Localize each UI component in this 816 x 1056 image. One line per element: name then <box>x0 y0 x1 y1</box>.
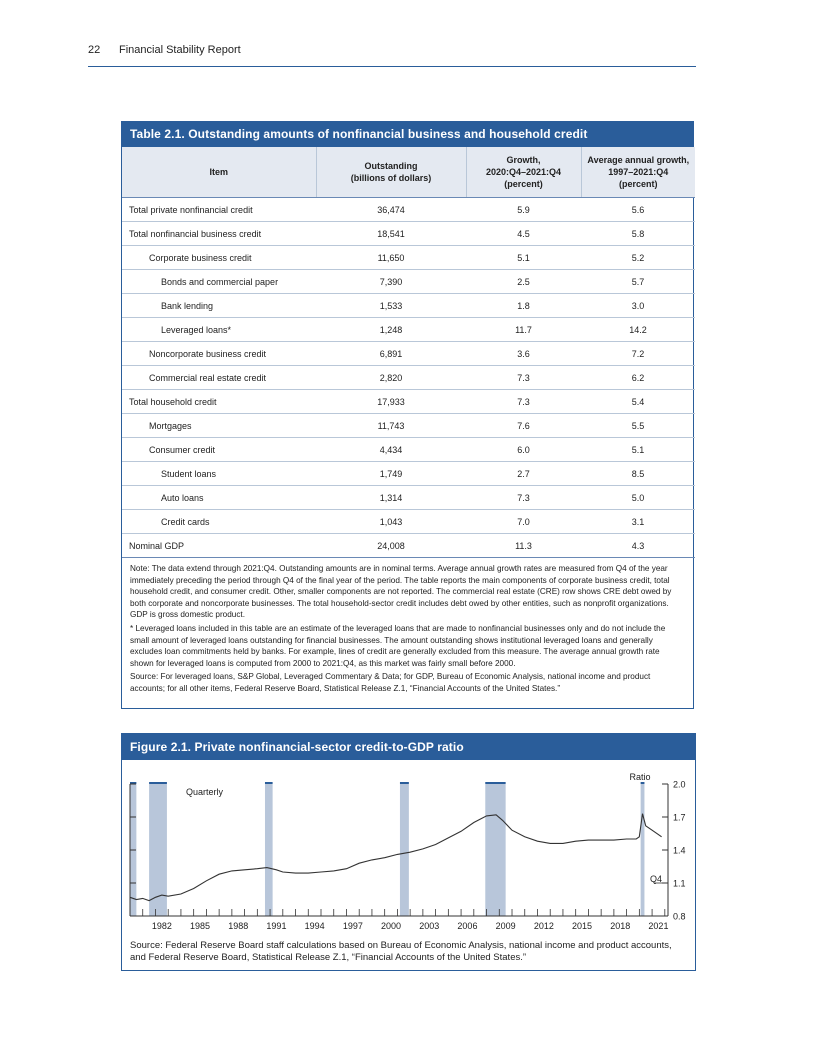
table-notes <box>122 558 693 695</box>
table-row <box>122 414 695 438</box>
table-2-1 <box>121 121 694 709</box>
table-row <box>122 198 695 222</box>
cell-growth: 5.9 <box>466 198 581 222</box>
x-tick-label: 2021 <box>648 921 669 931</box>
y-tick-label: 1.4 <box>673 845 686 856</box>
cell-outstanding: 17,933 <box>316 390 466 414</box>
cell-item: Auto loans <box>122 486 316 510</box>
cell-outstanding: 1,533 <box>316 294 466 318</box>
cell-growth: 11.7 <box>466 318 581 342</box>
cell-item: Student loans <box>122 462 316 486</box>
cell-growth: 7.6 <box>466 414 581 438</box>
table-row <box>122 510 695 534</box>
cell-item: Bank lending <box>122 294 316 318</box>
table-row <box>122 486 695 510</box>
x-tick-label: 2015 <box>572 921 593 931</box>
cell-average-growth: 5.6 <box>581 198 695 222</box>
x-tick-label: 2009 <box>495 921 516 931</box>
figure-source: Source: Federal Reserve Board staff calculations based on Bureau of Economic Analysis, national income and product accounts, and Federal Reserve Board, Statistical Release Z.1, “Financial Accounts of the United States.” <box>130 940 672 963</box>
cell-item: Noncorporate business credit <box>122 342 316 366</box>
column-header-item-label: Item <box>209 167 228 177</box>
table-row <box>122 222 695 246</box>
table-row <box>122 366 695 390</box>
x-tick-label: 1988 <box>228 921 249 931</box>
recession-band-cap <box>265 782 273 784</box>
cell-outstanding: 7,390 <box>316 270 466 294</box>
table-footnote: * Leveraged loans included in this table are an estimate of the leveraged loans that are made to nonfinancial businesses only and do not include the small amount of leveraged loans outstanding for financial businesses. The amount outstanding shows institutional leveraged loans and generally excludes loan commitments held by banks. For example, lines of credit are generally excluded from this measure. The average annual growth rate shown for leveraged loans is computed from 2000 to 2021:Q4, as this market was fairly small before 2000. <box>130 623 666 668</box>
cell-item: Total nonfinancial business credit <box>122 222 316 246</box>
table-row <box>122 390 695 414</box>
cell-growth: 7.3 <box>466 366 581 390</box>
frequency-label: Quarterly <box>186 787 224 797</box>
chart-svg <box>122 760 694 940</box>
table-header-row <box>122 147 695 198</box>
cell-growth: 6.0 <box>466 438 581 462</box>
x-tick-label: 2000 <box>381 921 402 931</box>
x-tick-label: 1982 <box>151 921 172 931</box>
table-title: Table 2.1. Outstanding amounts of nonfinancial business and household credit <box>122 122 693 147</box>
cell-growth: 5.1 <box>466 246 581 270</box>
cell-outstanding: 2,820 <box>316 366 466 390</box>
page-number: 22 <box>88 44 101 56</box>
credit-to-gdp-chart <box>122 760 694 940</box>
x-tick-label: 2018 <box>610 921 631 931</box>
x-tick-label: 2012 <box>533 921 554 931</box>
table-row <box>122 270 695 294</box>
column-header-line: (percent) <box>504 179 543 189</box>
cell-outstanding: 18,541 <box>316 222 466 246</box>
column-header-outstanding <box>316 147 466 198</box>
recession-band-cap <box>400 782 409 784</box>
cell-outstanding: 1,314 <box>316 486 466 510</box>
table-source: Source: For leveraged loans, S&P Global, Leveraged Commentary & Data; for GDP, Bureau of Economic Analysis, national income and product accounts; for all other items, Federal Reserve Board, Statistical Release Z.1, “Financial Accounts of the United States.” <box>130 672 651 693</box>
cell-growth: 7.3 <box>466 390 581 414</box>
column-header-line: (percent) <box>618 179 658 189</box>
x-tick-label: 1997 <box>342 921 363 931</box>
recession-shading <box>130 782 644 916</box>
table-row <box>122 342 695 366</box>
cell-average-growth: 5.5 <box>581 414 695 438</box>
recession-band-cap <box>641 782 645 784</box>
cell-item: Corporate business credit <box>122 246 316 270</box>
x-tick-label: 1994 <box>304 921 325 931</box>
cell-growth: 2.5 <box>466 270 581 294</box>
cell-average-growth: 14.2 <box>581 318 695 342</box>
recession-band-cap <box>149 782 167 784</box>
cell-growth: 3.6 <box>466 342 581 366</box>
cell-item: Credit cards <box>122 510 316 534</box>
cell-average-growth: 4.3 <box>581 534 695 558</box>
table-row <box>122 438 695 462</box>
cell-growth: 7.0 <box>466 510 581 534</box>
cell-outstanding: 11,743 <box>316 414 466 438</box>
cell-average-growth: 8.5 <box>581 462 695 486</box>
cell-item: Mortgages <box>122 414 316 438</box>
cell-outstanding: 36,474 <box>316 198 466 222</box>
chart-series <box>130 814 666 901</box>
page-header <box>88 44 696 67</box>
x-tick-label: 2006 <box>457 921 478 931</box>
y-tick-label: 1.1 <box>673 878 686 889</box>
cell-growth: 7.3 <box>466 486 581 510</box>
recession-band <box>485 784 505 916</box>
y-tick-label: 1.7 <box>673 812 686 823</box>
figure-2-1 <box>121 733 696 971</box>
x-tick-label: 1985 <box>190 921 211 931</box>
cell-average-growth: 5.4 <box>581 390 695 414</box>
cell-average-growth: 5.8 <box>581 222 695 246</box>
column-header-growth <box>466 147 581 198</box>
cell-item: Leveraged loans* <box>122 318 316 342</box>
column-header-line: 1997–2021:Q4 <box>608 167 669 177</box>
recession-band <box>641 784 645 916</box>
cell-outstanding: 4,434 <box>316 438 466 462</box>
cell-item: Total private nonfinancial credit <box>122 198 316 222</box>
cell-average-growth: 3.1 <box>581 510 695 534</box>
cell-item: Commercial real estate credit <box>122 366 316 390</box>
column-header-average-growth <box>581 147 695 198</box>
cell-item: Nominal GDP <box>122 534 316 558</box>
cell-outstanding: 1,043 <box>316 510 466 534</box>
cell-growth: 1.8 <box>466 294 581 318</box>
table-row <box>122 462 695 486</box>
cell-growth: 11.3 <box>466 534 581 558</box>
cell-outstanding: 1,248 <box>316 318 466 342</box>
column-header-line: Growth, <box>506 155 541 165</box>
recession-band <box>265 784 273 916</box>
cell-average-growth: 7.2 <box>581 342 695 366</box>
x-tick-label: 1991 <box>266 921 287 931</box>
y-tick-label: 2.0 <box>673 779 686 790</box>
cell-growth: 2.7 <box>466 462 581 486</box>
cell-growth: 4.5 <box>466 222 581 246</box>
cell-item: Total household credit <box>122 390 316 414</box>
y-axis-title: Ratio <box>629 772 651 782</box>
cell-item: Bonds and commercial paper <box>122 270 316 294</box>
table-row <box>122 294 695 318</box>
recession-band <box>400 784 409 916</box>
cell-average-growth: 3.0 <box>581 294 695 318</box>
table-row <box>122 246 695 270</box>
column-header-line: (billions of dollars) <box>350 173 432 183</box>
column-header-item <box>122 147 316 198</box>
cell-outstanding: 6,891 <box>316 342 466 366</box>
cell-outstanding: 11,650 <box>316 246 466 270</box>
recession-band-cap <box>485 782 505 784</box>
column-header-line: Outstanding <box>364 161 418 171</box>
report-title: Financial Stability Report <box>119 44 241 56</box>
cell-average-growth: 5.0 <box>581 486 695 510</box>
column-header-line: Average annual growth, <box>587 155 690 165</box>
column-header-line: 2020:Q4–2021:Q4 <box>485 167 562 177</box>
x-tick-label: 2003 <box>419 921 440 931</box>
cell-outstanding: 1,749 <box>316 462 466 486</box>
cell-average-growth: 5.1 <box>581 438 695 462</box>
credit-table <box>122 147 695 558</box>
last-point-label: Q4 <box>649 874 662 884</box>
table-row <box>122 534 695 558</box>
cell-outstanding: 24,008 <box>316 534 466 558</box>
cell-item: Consumer credit <box>122 438 316 462</box>
table-row <box>122 318 695 342</box>
figure-title: Figure 2.1. Private nonfinancial-sector credit-to-GDP ratio <box>122 734 695 760</box>
y-tick-label: 0.8 <box>673 911 686 922</box>
cell-average-growth: 5.7 <box>581 270 695 294</box>
table-body <box>122 198 695 558</box>
series-line <box>130 814 662 901</box>
cell-average-growth: 6.2 <box>581 366 695 390</box>
cell-average-growth: 5.2 <box>581 246 695 270</box>
table-note: Note: The data extend through 2021:Q4. Outstanding amounts are in nominal terms. Average annual growth rates are measured from Q4 of the year immediately preceding the period through Q4 of the final year of the period. The table reports the main components of corporate business credit, total household credit, and consumer credit. Other, smaller components are not reported. The commercial real estate (CRE) row shows CRE debt owed by both corporate and noncorporate businesses. The total household-sector credit includes debt owed by other entities, such as nonprofit organizations. GDP is gross domestic product. <box>130 564 672 620</box>
